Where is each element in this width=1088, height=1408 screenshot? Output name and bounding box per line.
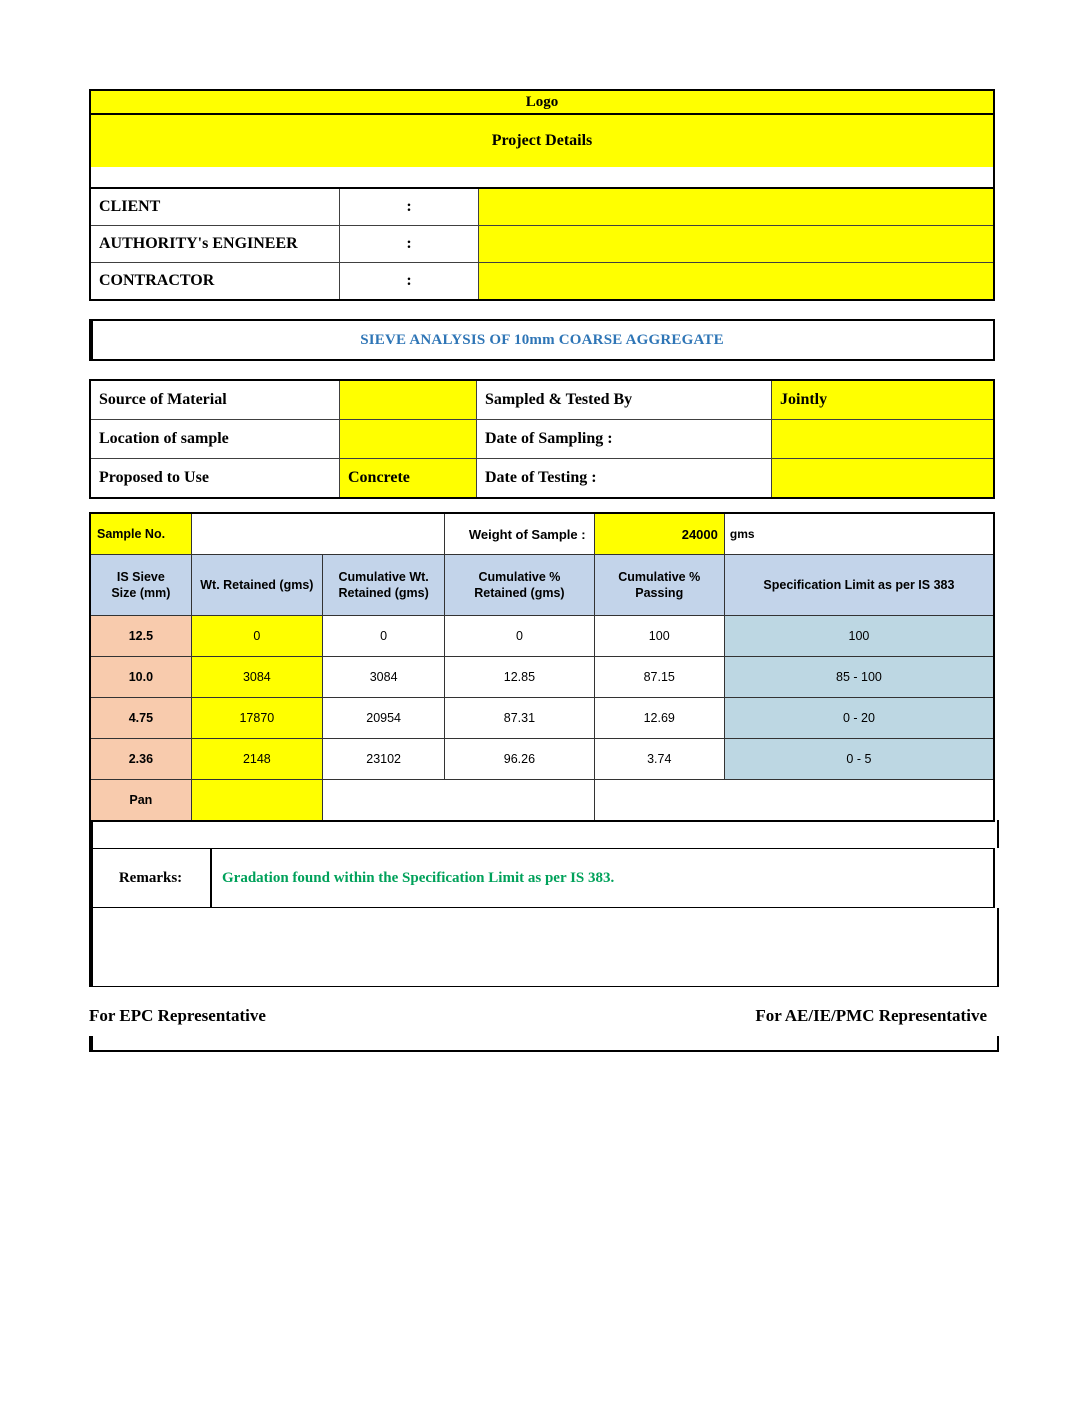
date-of-sampling-label: Date of Sampling : [477, 420, 772, 459]
cumulative-pct-retained: 12.85 [445, 657, 594, 698]
col-header-cumulative-wt-retained [323, 555, 445, 616]
table-row [90, 849, 994, 908]
sampled-tested-by-value[interactable]: Jointly [772, 380, 995, 420]
table-row [90, 698, 994, 739]
sieve-size: 2.36 [90, 739, 191, 780]
project-details-banner: Project Details [91, 115, 993, 167]
date-of-testing-label: Date of Testing : [477, 459, 772, 499]
sample-weight-row [90, 513, 994, 555]
sieve-analysis-section [89, 512, 995, 822]
signature-section [89, 1006, 995, 1026]
cumulative-pct-passing: 3.74 [594, 739, 724, 780]
sieve-size: 4.75 [90, 698, 191, 739]
sample-details-section [89, 379, 995, 499]
authority-engineer-label: AUTHORITY's ENGINEER [90, 226, 340, 263]
contractor-value[interactable] [479, 263, 995, 301]
header-spacer [89, 167, 995, 189]
wt-retained[interactable]: 0 [191, 616, 322, 657]
remarks-blank-area [89, 908, 999, 987]
document-header [89, 89, 995, 189]
specification-limit: 0 - 20 [724, 698, 994, 739]
specification-limit: 85 - 100 [724, 657, 994, 698]
cumulative-pct-retained: 87.31 [445, 698, 594, 739]
col-header-line-2: Retained (gms) [338, 586, 429, 600]
wt-retained[interactable]: 3084 [191, 657, 322, 698]
document-bottom-border [89, 1036, 999, 1052]
client-info-table [89, 187, 995, 301]
sieve-analysis-table [89, 512, 995, 822]
cumulative-pct-passing: 12.69 [594, 698, 724, 739]
weight-of-sample-value[interactable]: 24000 [594, 513, 724, 555]
source-of-material-label: Source of Material [90, 380, 340, 420]
signature-ae-ie-pmc-representative: For AE/IE/PMC Representative [755, 1006, 987, 1025]
client-colon: : [340, 188, 479, 226]
pan-merged-middle [323, 780, 595, 822]
cumulative-wt-retained: 20954 [323, 698, 445, 739]
date-of-sampling-value[interactable] [772, 420, 995, 459]
report-title-box [89, 319, 995, 361]
cumulative-wt-retained: 3084 [323, 657, 445, 698]
cumulative-wt-retained: 0 [323, 616, 445, 657]
location-of-sample-label: Location of sample [90, 420, 340, 459]
client-info-section [89, 187, 995, 301]
remarks-top-spacer [89, 820, 999, 848]
report-title-section [89, 319, 995, 361]
col-header-cumulative-pct-passing: Cumulative % Passing [594, 555, 724, 616]
source-of-material-value[interactable] [340, 380, 477, 420]
wt-retained[interactable]: 17870 [191, 698, 322, 739]
proposed-to-use-label: Proposed to Use [90, 459, 340, 499]
table-row [90, 657, 994, 698]
client-label: CLIENT [90, 188, 340, 226]
sample-details-table [89, 379, 995, 499]
logo-banner: Logo [91, 91, 993, 115]
table-row [90, 380, 994, 420]
date-of-testing-value[interactable] [772, 459, 995, 499]
contractor-colon: : [340, 263, 479, 301]
table-row [90, 616, 994, 657]
specification-limit: 0 - 5 [724, 739, 994, 780]
wt-retained[interactable]: 2148 [191, 739, 322, 780]
sieve-size: 10.0 [90, 657, 191, 698]
sieve-size-pan: Pan [90, 780, 191, 822]
cumulative-pct-passing: 100 [594, 616, 724, 657]
table-row [90, 459, 994, 499]
remarks-text[interactable]: Gradation found within the Specification Limit as per IS 383. [211, 849, 994, 908]
authority-engineer-colon: : [340, 226, 479, 263]
specification-limit: 100 [724, 616, 994, 657]
table-row [90, 739, 994, 780]
signature-epc-representative: For EPC Representative [89, 1006, 266, 1025]
cumulative-wt-retained: 23102 [323, 739, 445, 780]
col-header-wt-retained: Wt. Retained (gms) [191, 555, 322, 616]
remarks-section [89, 848, 995, 908]
sample-no-label: Sample No. [90, 513, 191, 555]
remarks-label: Remarks: [90, 849, 211, 908]
col-header-line-1: Cumulative % [478, 570, 561, 584]
sieve-size: 12.5 [90, 616, 191, 657]
col-header-cumulative-pct-retained [445, 555, 594, 616]
location-of-sample-value[interactable] [340, 420, 477, 459]
cumulative-pct-retained: 96.26 [445, 739, 594, 780]
table-row [90, 188, 994, 226]
sieve-table-header-row [90, 555, 994, 616]
remarks-table [89, 848, 995, 908]
col-header-line-2: Size (mm) [111, 586, 171, 600]
proposed-to-use-value[interactable]: Concrete [340, 459, 477, 499]
weight-of-sample-label: Weight of Sample : [445, 513, 594, 555]
col-header-is-sieve-size [90, 555, 191, 616]
sample-no-value[interactable] [191, 513, 445, 555]
wt-retained-pan[interactable] [191, 780, 322, 822]
cumulative-pct-retained: 0 [445, 616, 594, 657]
table-row [90, 420, 994, 459]
table-row [90, 263, 994, 301]
col-header-line-2: Retained (gms) [474, 586, 565, 600]
table-row [90, 226, 994, 263]
pan-merged-right [594, 780, 994, 822]
contractor-label: CONTRACTOR [90, 263, 340, 301]
weight-units-label: gms [724, 513, 994, 555]
col-header-line-1: IS Sieve [116, 570, 165, 584]
sampled-tested-by-label: Sampled & Tested By [477, 380, 772, 420]
authority-engineer-value[interactable] [479, 226, 995, 263]
cumulative-pct-passing: 87.15 [594, 657, 724, 698]
page-title: SIEVE ANALYSIS OF 10mm COARSE AGGREGATE [360, 332, 724, 348]
table-row-pan [90, 780, 994, 822]
col-header-line-1: Cumulative Wt. [338, 570, 429, 584]
client-value[interactable] [479, 188, 995, 226]
col-header-specification-limit: Specification Limit as per IS 383 [724, 555, 994, 616]
